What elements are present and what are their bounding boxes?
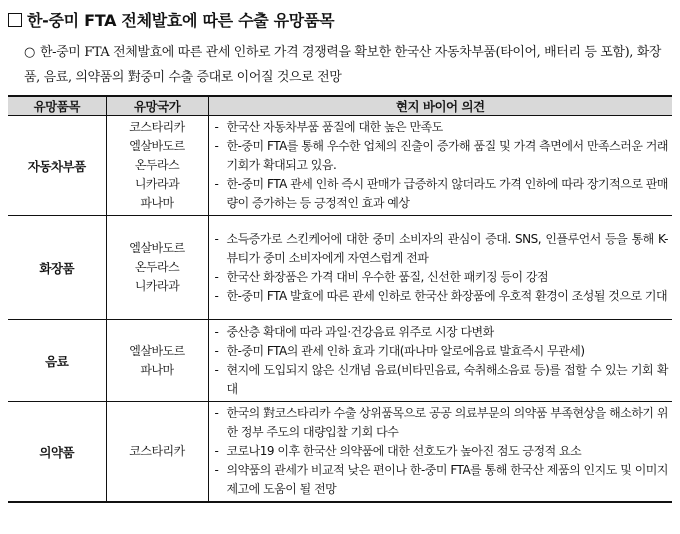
circle-bullet-icon: ○ <box>24 45 35 60</box>
country-name: 코스타리카 <box>129 120 185 134</box>
opinion-item: - 한국산 화장품은 가격 대비 우수한 품질, 신선한 패키징 등이 강점 <box>213 268 669 287</box>
opinion-cell <box>208 216 672 320</box>
table-row <box>8 216 672 320</box>
country-name: 온두라스 <box>134 260 180 274</box>
opinion-item: - 한국의 對코스타리카 수출 상위품목으로 공공 의료부문의 의약품 부족현상을 해소하기 위한 정부 주도의 대량입찰 기회 다수 <box>213 404 669 442</box>
opinion-item: - 한-중미 FTA를 통해 우수한 업체의 진출이 증가해 품질 및 가격 측면에서 만족스러운 거래 기회가 확대되고 있음. <box>213 137 669 175</box>
header-country: 유망국가 <box>106 96 208 116</box>
export-items-table <box>8 95 672 503</box>
country-name: 코스타리카 <box>129 444 185 458</box>
country-name: 파나마 <box>140 196 174 210</box>
opinion-item: - 한-중미 FTA 관세 인하 즉시 판매가 급증하지 않더라도 가격 인하에 따라 장기적으로 판매량이 증가하는 등 긍정적인 효과 예상 <box>213 175 669 213</box>
table-row <box>8 116 672 216</box>
country-cell <box>106 320 208 402</box>
page-title-text: 한-중미 FTA 전체발효에 따른 수출 유망품목 <box>27 11 335 30</box>
country-name: 온두라스 <box>134 158 180 172</box>
intro-paragraph <box>24 40 664 90</box>
opinion-item: - 중산층 확대에 따라 과일·건강음료 위주로 시장 다변화 <box>213 323 669 342</box>
opinion-cell <box>208 116 672 216</box>
opinion-item: - 한국산 자동차부품 품질에 대한 높은 만족도 <box>213 118 669 137</box>
country-cell <box>106 216 208 320</box>
country-name: 니카라과 <box>134 279 180 293</box>
country-cell <box>106 402 208 503</box>
header-item: 유망품목 <box>8 96 106 116</box>
item-cell: 의약품 <box>8 402 106 503</box>
table-row <box>8 320 672 402</box>
country-name: 파나마 <box>140 362 174 377</box>
country-cell <box>106 116 208 216</box>
country-name: 엘살바도르 <box>129 343 185 358</box>
table-row <box>8 402 672 503</box>
intro-text: 한-중미 FTA 전체발효에 따른 관세 인하로 가격 경쟁력을 확보한 한국산 자동차부품(타이어, 배터리 등 포함), 화장품, 음료, 의약품의 對중미 수출 증대로 이어질 것으로 전망 <box>24 45 662 85</box>
opinion-item: - 의약품의 관세가 비교적 낮은 편이나 한-중미 FTA를 통해 한국산 제품의 인지도 및 이미지 제고에 도움이 될 전망 <box>213 461 669 499</box>
country-name: 엘살바도르 <box>129 139 185 153</box>
page-title <box>8 8 334 31</box>
opinion-cell <box>208 402 672 503</box>
opinion-item: - 현지에 도입되지 않은 신개념 음료(비타민음료, 숙취해소음료 등)를 접할 수 있는 기회 확대 <box>213 361 669 399</box>
item-cell: 화장품 <box>8 216 106 320</box>
table-header-row <box>8 96 672 116</box>
opinion-item: - 코로나19 이후 한국산 의약품에 대한 선호도가 높아진 점도 긍정적 요소 <box>213 442 669 461</box>
item-cell: 자동차부품 <box>8 116 106 216</box>
checkbox-square-icon <box>8 13 22 27</box>
opinion-item: - 소득증가로 스킨케어에 대한 중미 소비자의 관심이 증대. SNS, 인플루언서 등을 통해 K-뷰티가 중미 소비자에게 자연스럽게 전파 <box>213 230 669 268</box>
country-name: 니카라과 <box>134 177 180 191</box>
opinion-item: - 한-중미 FTA의 관세 인하 효과 기대(파나마 알로에음료 발효즉시 무관세) <box>213 342 669 361</box>
header-opinion: 현지 바이어 의견 <box>208 96 672 116</box>
country-name: 엘살바도르 <box>129 241 185 255</box>
opinion-cell <box>208 320 672 402</box>
opinion-item: - 한-중미 FTA 발효에 따른 관세 인하로 한국산 화장품에 우호적 환경이 조성될 것으로 기대 <box>213 287 669 306</box>
item-cell: 음료 <box>8 320 106 402</box>
